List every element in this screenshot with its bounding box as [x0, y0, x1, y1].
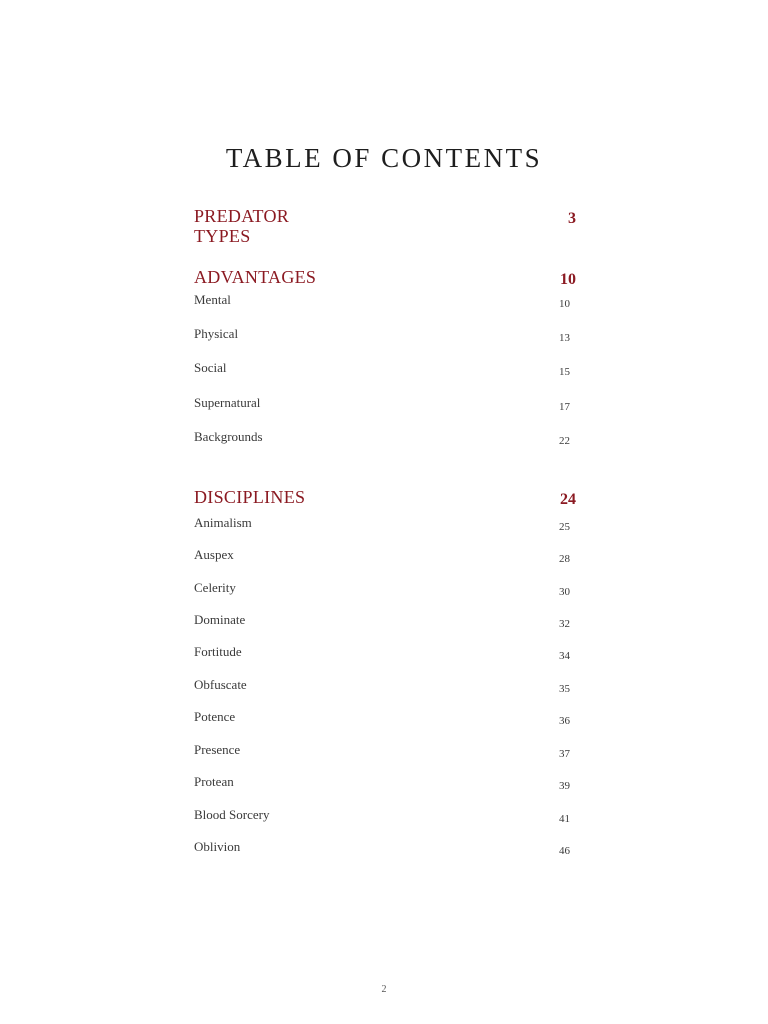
section-page-number: 3	[568, 210, 576, 227]
entry-label: Animalism	[194, 515, 252, 530]
entry-page-number: 32	[559, 618, 570, 630]
toc-entry-celerity[interactable]	[194, 580, 576, 602]
toc-entry-potence[interactable]	[194, 709, 576, 731]
entry-label: Protean	[194, 774, 234, 789]
toc-entry-mental[interactable]	[194, 292, 576, 314]
entry-label: Physical	[194, 326, 239, 341]
toc-section-disciplines[interactable]	[194, 487, 576, 511]
section-label: ADVANTAGES	[194, 267, 317, 287]
page-title: TABLE OF CONTENTS	[225, 143, 543, 173]
section-label: DISCIPLINES	[194, 487, 306, 507]
section-label-line-1: PREDATOR	[194, 206, 290, 226]
entry-label: Oblivion	[194, 839, 241, 854]
entry-label: Blood Sorcery	[194, 807, 270, 822]
entry-label: Supernatural	[194, 395, 261, 410]
section-label-line-2: TYPES	[194, 226, 251, 246]
entry-page-number: 39	[559, 780, 570, 792]
toc-entry-auspex[interactable]	[194, 547, 576, 569]
entry-label: Auspex	[194, 547, 234, 562]
entry-page-number: 25	[559, 521, 570, 533]
entry-page-number: 15	[559, 366, 570, 378]
toc-entry-dominate[interactable]	[194, 612, 576, 634]
toc-entry-protean[interactable]	[194, 774, 576, 796]
toc-entry-blood-sorcery[interactable]	[194, 807, 576, 829]
entry-page-number: 13	[559, 332, 570, 344]
entry-page-number: 22	[559, 435, 570, 447]
entry-page-number: 34	[559, 650, 570, 662]
entry-page-number: 36	[559, 715, 570, 727]
toc-entry-presence[interactable]	[194, 742, 576, 764]
entry-label: Backgrounds	[194, 429, 263, 444]
entry-label: Presence	[194, 742, 241, 757]
toc-entry-social[interactable]	[194, 360, 576, 382]
entry-page-number: 46	[559, 845, 570, 857]
toc-entry-backgrounds[interactable]	[194, 429, 576, 451]
section-page-number: 10	[560, 271, 576, 288]
toc-entry-fortitude[interactable]	[194, 644, 576, 666]
entry-label: Social	[194, 360, 227, 375]
entry-label: Dominate	[194, 612, 246, 627]
entry-page-number: 35	[559, 683, 570, 695]
entry-page-number: 28	[559, 553, 570, 565]
entry-page-number: 37	[559, 748, 570, 760]
entry-label: Mental	[194, 292, 231, 307]
toc-entry-oblivion[interactable]	[194, 839, 576, 861]
toc-section-predator-types[interactable]	[194, 206, 576, 250]
toc-section-advantages[interactable]	[194, 267, 576, 291]
toc-entry-obfuscate[interactable]	[194, 677, 576, 699]
entry-label: Fortitude	[194, 644, 242, 659]
toc-entry-supernatural[interactable]	[194, 395, 576, 417]
page-number: 2	[381, 984, 387, 995]
entry-label: Obfuscate	[194, 677, 247, 692]
section-label	[194, 206, 289, 246]
entry-page-number: 17	[559, 401, 570, 413]
entry-label: Celerity	[194, 580, 236, 595]
toc-entry-animalism[interactable]	[194, 515, 576, 537]
toc-entry-physical[interactable]	[194, 326, 576, 348]
entry-page-number: 30	[559, 586, 570, 598]
entry-page-number: 10	[559, 298, 570, 310]
section-page-number: 24	[560, 491, 576, 508]
entry-label: Potence	[194, 709, 236, 724]
entry-page-number: 41	[559, 813, 570, 825]
